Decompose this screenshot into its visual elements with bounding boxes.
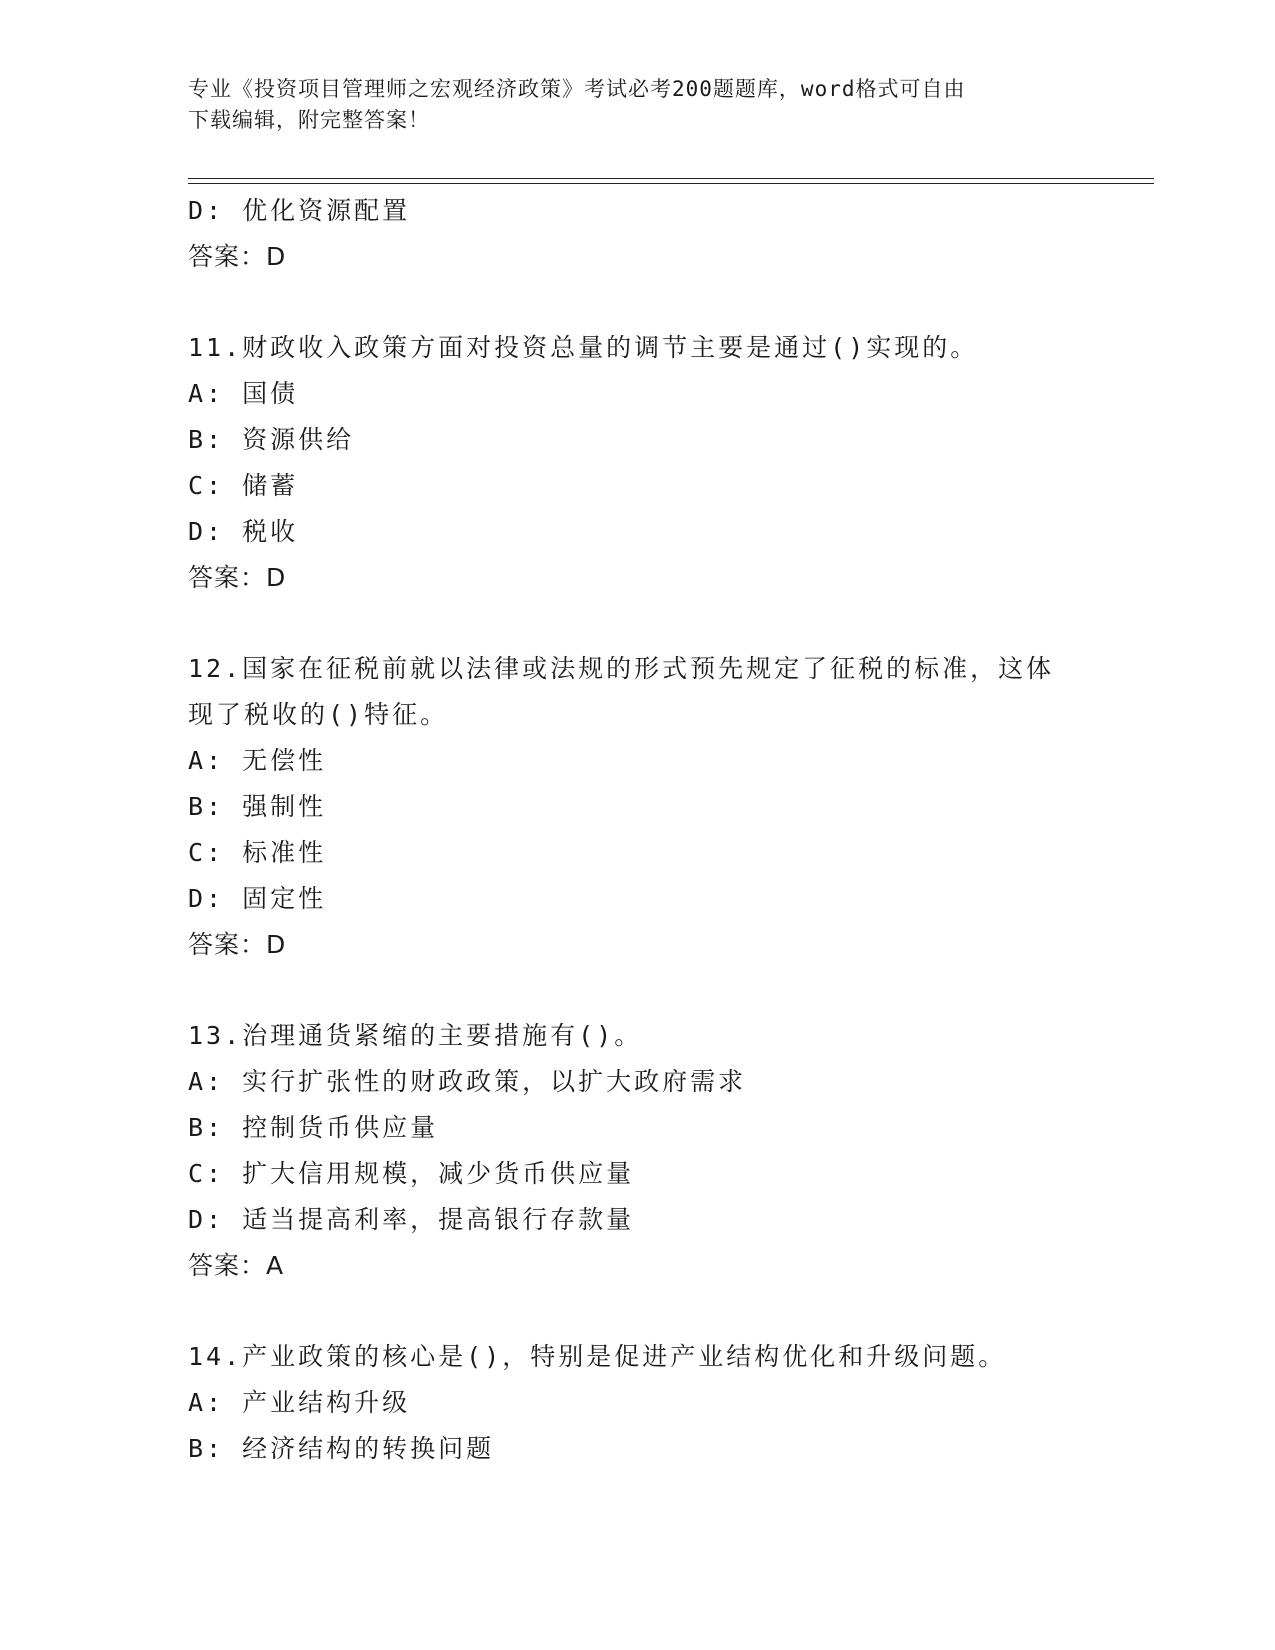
question-stem: 13.治理通货紧缩的主要措施有()。 xyxy=(188,1021,643,1050)
option-d: D: 适当提高利率，提高银行存款量 xyxy=(188,1205,635,1234)
question-stem: 14.产业政策的核心是()，特别是促进产业结构优化和升级问题。 xyxy=(188,1342,1007,1371)
question-stem-line-2: 现了税收的()特征。 xyxy=(188,700,449,729)
option-a: A: 实行扩张性的财政政策，以扩大政府需求 xyxy=(188,1067,747,1096)
previous-question-tail xyxy=(188,188,1088,280)
question-spacer xyxy=(188,601,1088,646)
answer-line: 答案：D xyxy=(188,930,287,959)
option-d: D: 固定性 xyxy=(188,884,327,913)
option-c: C: 标准性 xyxy=(188,838,327,867)
question-spacer xyxy=(188,1289,1088,1334)
option-b: B: 控制货币供应量 xyxy=(188,1113,439,1142)
question-13 xyxy=(188,1013,1088,1289)
question-11 xyxy=(188,325,1088,601)
header-divider-bottom xyxy=(188,183,1154,184)
header-line-1: 专业《投资项目管理师之宏观经济政策》考试必考200题题库，word格式可自由 xyxy=(188,77,966,101)
option-b: B: 经济结构的转换问题 xyxy=(188,1434,495,1463)
header-line-2: 下载编辑，附完整答案！ xyxy=(188,108,430,132)
answer-line: 答案：D xyxy=(188,242,287,271)
option-b: B: 强制性 xyxy=(188,792,327,821)
option-a: A: 国债 xyxy=(188,379,299,408)
question-12 xyxy=(188,646,1088,968)
option-c: C: 扩大信用规模，减少货币供应量 xyxy=(188,1159,635,1188)
question-stem: 11.财政收入政策方面对投资总量的调节主要是通过()实现的。 xyxy=(188,333,979,362)
answer-line: 答案：D xyxy=(188,563,287,592)
option-c: C: 储蓄 xyxy=(188,471,299,500)
answer-line: 答案：A xyxy=(188,1251,285,1280)
header-divider-top xyxy=(188,178,1154,179)
question-14 xyxy=(188,1334,1088,1472)
question-spacer xyxy=(188,280,1088,325)
option-b: B: 资源供给 xyxy=(188,425,355,454)
question-spacer xyxy=(188,968,1088,1013)
option-a: A: 无偿性 xyxy=(188,746,327,775)
question-list xyxy=(188,188,1088,1472)
question-stem-line-1: 12.国家在征税前就以法律或法规的形式预先规定了征税的标准，这体 xyxy=(188,654,1055,683)
option-d: D: 税收 xyxy=(188,517,299,546)
option-d: D: 优化资源配置 xyxy=(188,196,411,225)
option-a: A: 产业结构升级 xyxy=(188,1388,411,1417)
document-header xyxy=(188,74,1078,136)
